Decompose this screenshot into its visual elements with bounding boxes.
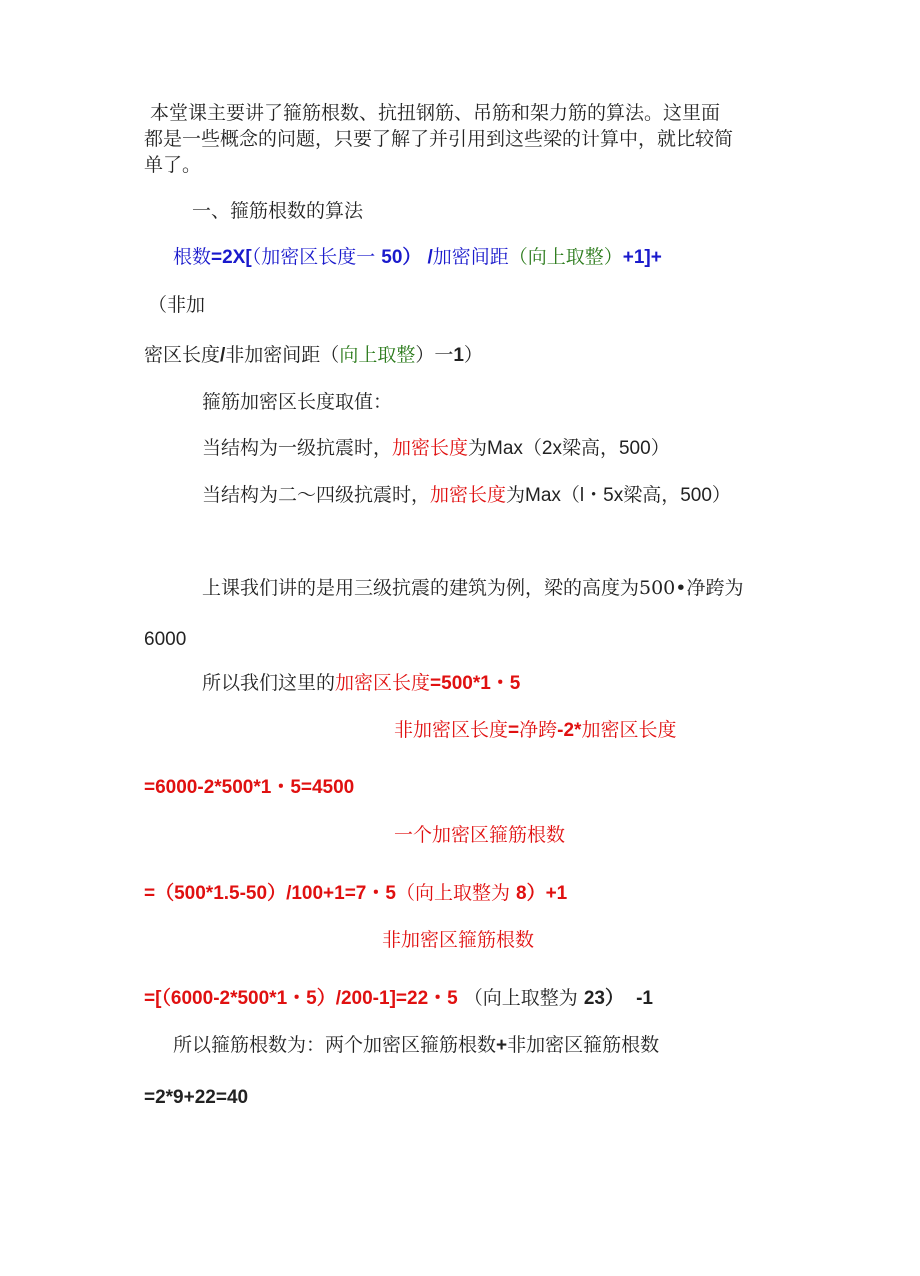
example-line-2: 6000 [144, 629, 187, 650]
formula-part: / [220, 345, 226, 366]
example-text: + [496, 1035, 508, 1056]
rule-text: 当结构为二〜四级抗震时， [202, 484, 431, 506]
example-text: 非加密区箍筋根数 [507, 1034, 660, 1056]
rule-text: 为Max（l・5x梁高，500） [506, 485, 731, 506]
rule-text: 当结构为一级抗震时， [202, 437, 393, 459]
example-text: 净跨 [519, 719, 558, 741]
intro-line-1: 本堂课主要讲了箍筋根数、抗扭钢筋、吊筋和架力筋的算法。这里面 [150, 102, 721, 124]
formula-line-3 [144, 342, 483, 369]
formula-part: +1]+ [622, 247, 662, 268]
example-value: -1 [636, 988, 653, 1009]
formula-part: 非加密间距（ [225, 344, 340, 366]
rule-text: 为Max（2x梁高，500） [468, 438, 670, 459]
formula-part: 密区长度 [144, 344, 221, 366]
example-line-8: 非加密区箍筋根数 [382, 929, 535, 951]
example-line-7 [144, 880, 567, 907]
formula-line-2: （非加 [148, 294, 206, 316]
example-line-5: =6000-2*500*1・5=4500 [144, 777, 355, 798]
example-text: 非加密区长度 [394, 719, 509, 741]
rules-title: 箍筋加密区长度取值： [202, 391, 393, 413]
formula-part: 根数 [173, 246, 212, 268]
example-value: =[（6000-2*500*1・5）/200-1]=22・5 [144, 988, 458, 1009]
intro-line-3: 单了。 [144, 154, 202, 176]
example-text: （向上取整为 [463, 987, 578, 1009]
example-value: 23） [583, 988, 624, 1009]
rule-highlight: 加密长度 [392, 437, 469, 459]
example-line-9 [144, 985, 653, 1012]
formula-part: =2X[ [211, 247, 252, 268]
example-line-4 [394, 717, 676, 744]
formula-part: / [427, 247, 433, 268]
example-line-11: =2*9+22=40 [144, 1087, 249, 1108]
formula-part: 50） [381, 247, 422, 268]
formula-line-1 [173, 244, 662, 271]
section-heading: 一、箍筋根数的算法 [192, 200, 364, 222]
example-line-1: 上课我们讲的是用三级抗震的建筑为例，梁的高度为500•净跨为 [202, 577, 744, 599]
example-value: =（500*1.5-50）/100+1=7・5 [144, 883, 396, 904]
example-text: 所以我们这里的 [202, 672, 336, 694]
formula-part: 1 [453, 345, 464, 366]
example-text: 加密区长度 [581, 719, 677, 741]
rule-1 [202, 435, 670, 462]
intro-line-2: 都是一些概念的问题，只要了解了并引用到这些梁的计算中，就比较简 [144, 128, 734, 150]
example-line-3 [202, 670, 520, 697]
example-text: （向上取整为 [395, 882, 510, 904]
example-line-6: 一个加密区箍筋根数 [394, 824, 566, 846]
example-line-10 [173, 1032, 659, 1059]
formula-part: （加密区长度一 [251, 246, 376, 268]
formula-part: ）一 [415, 344, 454, 366]
formula-part: ） [463, 344, 483, 366]
rule-2 [202, 482, 731, 509]
example-text: -2* [557, 720, 582, 741]
formula-part: 加密间距 [432, 246, 509, 268]
formula-part: 向上取整 [339, 344, 416, 366]
example-value: =500*1・5 [430, 673, 521, 694]
example-value: 8）+1 [516, 883, 568, 904]
example-text: 所以箍筋根数为：两个加密区箍筋根数 [173, 1034, 497, 1056]
example-text: = [508, 720, 520, 741]
example-highlight: 加密区长度 [335, 672, 431, 694]
formula-part: （向上取整） [508, 246, 623, 268]
rule-highlight: 加密长度 [430, 484, 507, 506]
